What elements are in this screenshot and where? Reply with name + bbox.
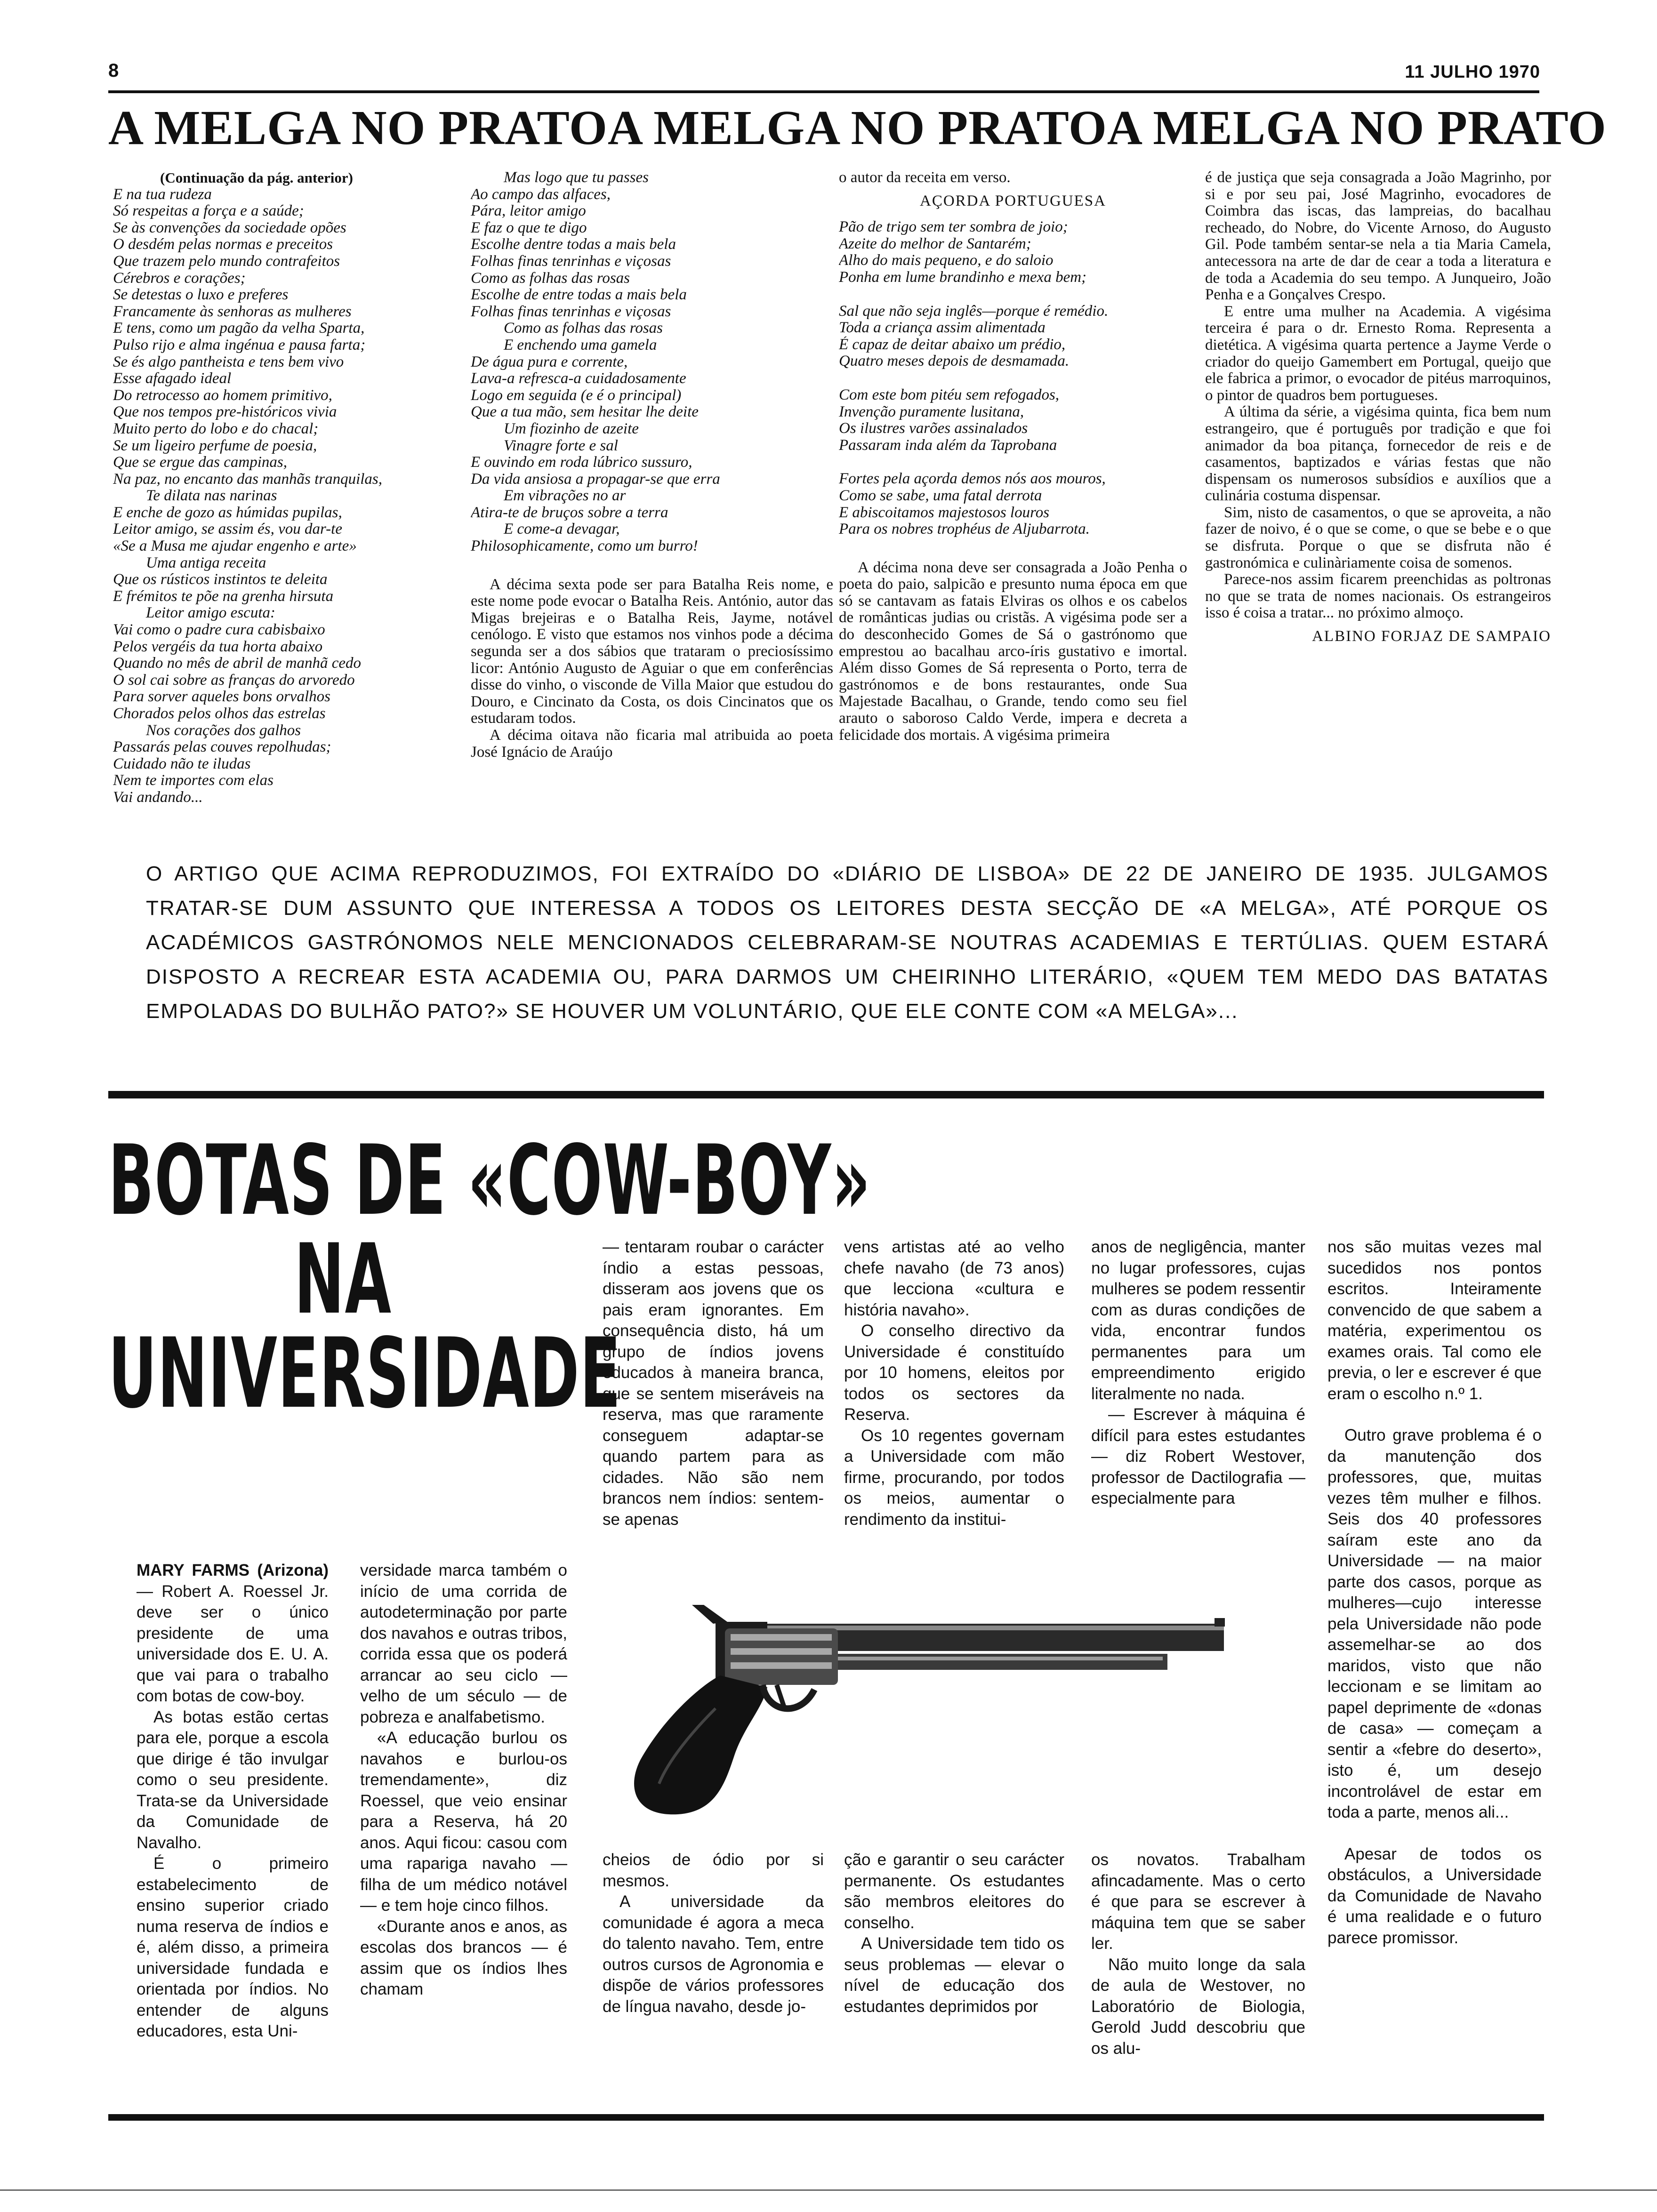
- poem-line: Os ilustres varões assinalados: [839, 420, 1028, 437]
- article-paragraph: — Robert A. Roessel Jr. deve ser o único presidente de uma universidade dos E. U. A. que vai para o trabalho com botas de cow-boy.: [137, 1582, 329, 1705]
- poem-line: Francamente às senhoras as mulheres: [113, 303, 352, 320]
- article-paragraph: É o primeiro estabelecimento de ensino superior criado numa reserva de índios e é, além disso, a primeira universidade fundada e orientada por índios. No entender de alguns educadores, esta Uni-: [137, 1854, 329, 2040]
- section-banner: [108, 100, 1607, 156]
- recipe-stanza: [839, 471, 1187, 537]
- article-paragraph: Apesar de todos os obstáculos, a Universidade da Comunidade de Navaho é uma realidade e o futuro parece promissor.: [1327, 1844, 1542, 1947]
- recipe-stanza: [839, 303, 1187, 370]
- article-paragraph: «Durante anos e anos, as escolas dos brancos — é assim que os índios lhes chamam: [360, 1917, 567, 1998]
- article-bottom-rule: [108, 2114, 1544, 2121]
- banner-text: A MELGA NO PRATO: [607, 101, 1107, 155]
- recipe-stanza: [839, 219, 1187, 286]
- poem-line: Sal que não seja inglês—porque é remédio.: [839, 303, 1109, 320]
- article-headline-line2: NA: [294, 1224, 392, 1336]
- article-paragraph: «A educação burlou os navahos e burlou-os tremendamente», diz Roessel, que veio ensinar para a Reserva, há 20 anos. Aqui ficou: casou com uma rapariga navaho — filha de um médico notável — e tem hoje cinco filhos.: [360, 1729, 567, 1915]
- poem-line: Como se sabe, uma fatal derrota: [839, 487, 1042, 504]
- poem-line: O sol cai sobre as franças do arvoredo: [113, 672, 355, 689]
- article-paragraph: nos são muitas vezes mal sucedidos nos pontos escritos. Inteiramente convencido de que sabem a matéria, experimentou os exames orais. Tal como ele previa, o ler e escrever é que eram o escolho n.º 1.: [1327, 1238, 1542, 1403]
- poem-line: E enchendo uma gamela: [504, 337, 657, 353]
- poem-line: Nos corações dos galhos: [146, 722, 301, 739]
- poem-line: Se às convenções da sociedade opões: [113, 219, 346, 236]
- recipe-intro: o autor da receita em verso.: [839, 169, 1011, 186]
- article-column-5-bottom: [1091, 1850, 1305, 2059]
- article-top-rule: [108, 1091, 1544, 1098]
- poem-line: Com este bom pitéu sem refogados,: [839, 386, 1060, 403]
- poem-line: Leitor amigo, se assim és, vou dar-te: [113, 521, 342, 538]
- article-column-2: [360, 1560, 567, 2000]
- poem-line: E na tua rudeza: [113, 186, 212, 203]
- poem-line: Em vibrações no ar: [504, 488, 626, 505]
- article-paragraph: — tentaram roubar o carácter índio a estas pessoas, disseram aos jovens que os pais eram ignorantes. Em consequência disto, há um grupo de índios jovens educados à maneira branca, que se sentem miseráveis na reserva, mas que raramente conseguem adaptar-se quando partem para as cidades. Não são nem brancos nem índios: sentem-se apenas: [603, 1238, 824, 1529]
- article-headline-line3: UNIVERSIDADE: [108, 1318, 621, 1430]
- poem-line: Folhas finas tenrinhas e viçosas: [471, 253, 671, 270]
- poem-line: Que a tua mão, sem hesitar lhe deite: [471, 404, 699, 421]
- poem-line: Um fiozinho de azeite: [504, 420, 639, 437]
- prose-paragraph: A décima sexta pode ser para Batalha Reis nome, e este nome pode evocar o Batalha Reis. António, autor das Migas brejeiras e o Batalha Reis, Jayme, notável cenólogo. E visto que estamos nos vinhos pode a décima segunda ser a dos sábios que trataram o preciosíssimo licor: António Augusto de Aguiar o que em conferências disse do vinho, o visconde de Villa Maior que estudou do Douro, e Cincinato da Costa, os dois Cincinatos que os estudaram todos.: [471, 576, 833, 727]
- prose-paragraph: é de justiça que seja consagrada a João Magrinho, por si e por seu pai, José Magrinho, evocadores de Coimbra das iscas, das lampreias, do bacalhau recheado, do Nobre, do Vicente Arnoso, do Augusto Gil. Pode também sentar-se nela a tia Maria Camela, antecessora na arte de dar de cear a toda a literatura e de toda a Academia do seu tempo. A Junqueiro, João Penha e a Gonçalves Crespo.: [1205, 169, 1551, 304]
- poem-line: Nem te importes com elas: [113, 772, 273, 789]
- poem-line: Que se ergue das campinas,: [113, 454, 287, 471]
- poem-line: Que os rústicos instintos te deleita: [113, 571, 328, 588]
- poem-line: Se detestas o luxo e preferes: [113, 287, 289, 304]
- prose-paragraph: A última da série, a vigésima quinta, fica bem num estrangeiro, que é português por tradição e que foi animador da boa pitança, fornecedor de reis e de casamentos, baptizados e várias festas que não dispensam os numerosos subsídios e auxílios que a culinária costuma dispensar.: [1205, 403, 1551, 505]
- poem-line: Para sorver aqueles bons orvalhos: [113, 689, 330, 705]
- poem-line: Pulso rijo e alma ingénua e pausa farta;: [113, 337, 366, 353]
- article-paragraph: cheios de ódio por si mesmos.: [603, 1851, 824, 1890]
- article-paragraph: O conselho directivo da Universidade é constituído por 10 homens, eleitos por todos os sectores da Reserva.: [844, 1322, 1064, 1424]
- article-dateline: MARY FARMS (Arizona): [137, 1561, 329, 1579]
- poem-line: E tens, como um pagão da velha Sparta,: [113, 320, 365, 337]
- poem-line: E abiscoitamos majestosos louros: [839, 504, 1050, 521]
- poem-line: Chorados pelos olhos das estrelas: [113, 705, 326, 722]
- poem-line: E enche de gozo as húmidas pupilas,: [113, 504, 342, 521]
- poem-line: Pára, leitor amigo: [471, 203, 586, 220]
- poem-column-1: [113, 169, 400, 806]
- poem-line: Para os nobres trophéus de Aljubarrota.: [839, 521, 1090, 538]
- poem-line: Se um ligeiro perfume de poesia,: [113, 437, 317, 454]
- poem-line: Ao campo das alfaces,: [471, 186, 611, 203]
- author-signature: ALBINO FORJAZ DE SAMPAIO: [1312, 628, 1551, 645]
- banner-text: A MELGA NO PRATO: [1107, 101, 1607, 155]
- page-number: 8: [108, 60, 119, 81]
- poem-line: Te dilata nas narinas: [146, 488, 277, 505]
- article-column-3-bottom: [603, 1850, 824, 2017]
- poem-line: Ponha em lume brandinho e mexa bem;: [839, 269, 1087, 286]
- article-column-4-top: [844, 1237, 1064, 1530]
- poem-line: E faz o que te digo: [471, 219, 587, 236]
- poem-line: Passarás pelas couves repolhudas;: [113, 739, 331, 756]
- recipe-column: [839, 169, 1187, 744]
- poem-line: Lava-a refresca-a cuidadosamente: [471, 370, 686, 387]
- prose-paragraph: Parece-nos assim ficarem preenchidas as poltronas no que se trata de nomes nacionais. Os estrangeiros isso é coisa a tratar... no próximo almoço.: [1205, 571, 1551, 622]
- prose-paragraph: A décima oitava não ficaria mal atribuida ao poeta José Ignácio de Araújo: [471, 727, 833, 761]
- prose-paragraph: A décima nona deve ser consagrada a João Penha o poeta do paio, salpicão e presunto numa época em que só se cantavam as fatais Elviras os olhos e os cabelos de românticas judias ou cristãs. A vigésima pode ser a do desconhecido Gomes de Sá o gastrónomo que emprestou ao bacalhau arco-íris gustativo e imortal. Além disso Gomes de Sá representa o Porto, terra de gastrónomos e de bons restaurantes, onde Sua Majestade Bacalhau, o Grande, tendo como seu fiel arauto o saboroso Caldo Verde, impera e decreta a felicidade dos mortais. A vigésima primeira: [839, 559, 1187, 744]
- poem-line: Azeite do melhor de Santarém;: [839, 235, 1031, 252]
- poem-line: De água pura e corrente,: [471, 353, 628, 370]
- poem-line: Do retrocesso ao homem primitivo,: [113, 387, 332, 404]
- poem-line: Como as folhas das rosas: [471, 270, 630, 287]
- revolver-icon: [634, 1605, 1225, 1814]
- article-column-4-bottom: [844, 1850, 1064, 2017]
- poem-line: Folhas finas tenrinhas e viçosas: [471, 303, 671, 320]
- poem-line: E come-a devagar,: [504, 521, 620, 538]
- article-column-6: [1327, 1237, 1542, 1948]
- poem-line: Se és algo pantheista e tens bem vivo: [113, 353, 344, 370]
- poem-line: Invenção puramente lusitana,: [839, 403, 1024, 420]
- poem-line: Alho do mais pequeno, e do saloio: [839, 252, 1054, 269]
- poem-line: Pelos vergéis da tua horta abaixo: [113, 638, 323, 655]
- poem-line: Quatro meses depois de desmamada.: [839, 353, 1070, 370]
- recipe-stanza: [839, 387, 1187, 454]
- poem-line: Fortes pela açorda demos nós aos mouros,: [839, 471, 1106, 488]
- poem-line: Pão de trigo sem ter sombra de joio;: [839, 219, 1068, 236]
- poem-line: Mas logo que tu passes: [504, 169, 649, 186]
- editor-note: O ARTIGO QUE ACIMA REPRODUZIMOS, FOI EXTRAÍDO DO «DIÁRIO DE LISBOA» DE 22 DE JANEIRO DE 1935. JULGAMOS TRATAR-SE DUM ASSUNTO QUE INTERESSA A TODOS OS LEITORES DESTA SECÇÃO DE «A MELGA», ATÉ PORQUE OS ACADÉMICOS GASTRÓNOMOS NELE MENCIONADOS CELEBRARAM-SE NOUTRAS ACADEMIAS E TERTÚLIAS. QUEM ESTARÁ DISPOSTO A RECREAR ESTA ACADEMIA OU, PARA DARMOS UM CHEIRINHO LITERÁRIO, «QUEM TEM MEDO DAS BATATAS EMPOLADAS DO BULHÃO PATO?» SE HOUVER UM VOLUNTÁRIO, QUE ELE CONTE COM «A MELGA»...: [146, 862, 1549, 1023]
- article-paragraph: os novatos. Trabalham afincadamente. Mas o certo é que para se escrever à máquina tem que se saber ler.: [1091, 1851, 1305, 1953]
- article-paragraph: anos de negligência, manter no lugar professores, cujas mulheres se podem ressentir com as duras condições de vida, encontrar fundos permanentes para um empreendimento erigido literalmente no nada.: [1091, 1238, 1305, 1403]
- poem-line: E ouvindo em roda lúbrico sussuro,: [471, 454, 692, 471]
- poem-line: «Se a Musa me ajudar engenho e arte»: [113, 538, 357, 555]
- poem-line: Logo em seguida (e é o principal): [471, 387, 682, 404]
- issue-date: 11 JULHO 1970: [1405, 62, 1540, 82]
- poem-line: Da vida ansiosa a propagar-se que erra: [471, 471, 720, 488]
- poem-line: Cuidado não te iludas: [113, 755, 251, 772]
- poem-line: Leitor amigo escuta:: [146, 605, 275, 622]
- prose-paragraph: E entre uma mulher na Academia. A vigésima terceira é para o dr. Ernesto Roma. Representa a dietética. A vigésima quarta pertence a Jayme Verde o criador do queijo Gamembert em Portugal, queijo que ele fabrica a primor, o evocador de pitéus marroquinos, o pintor de quadros bem portugueses.: [1205, 303, 1551, 404]
- poem-line: Escolhe dentre todas a mais bela: [471, 236, 676, 253]
- header-rule: [108, 90, 1539, 93]
- article-paragraph: versidade marca também o início de uma corrida de autodeterminação por parte dos navahos e outras tribos, corrida essa que os poderá arrancar ao seu ciclo — velho de um século — de pobreza e analfabetismo.: [360, 1561, 567, 1726]
- article-column-1: [137, 1560, 329, 2042]
- poem-line: Philosophicamente, como um burro!: [471, 538, 698, 555]
- prose-paragraph: Sim, nisto de casamentos, o que se aproveita, a não fazer de noivo, é o que se come, o que se bebe e o que se disfruta. Porque o que se disfruta não é gastronómica e culinàriamente coisa de somenos.: [1205, 504, 1551, 571]
- article-paragraph: A universidade da comunidade é agora a meca do talento navaho. Tem, entre outros cursos de Agronomia e dispõe de vários professores de língua navaho, desde jo-: [603, 1892, 824, 2016]
- prose-column: [1205, 169, 1551, 645]
- article-column-3-top: [603, 1237, 824, 1530]
- poem-line: Como as folhas das rosas: [504, 320, 663, 337]
- article-paragraph: Os 10 regentes governam a Universidade com mão firme, procurando, por todos os meios, aumentar o rendimento da institui-: [844, 1426, 1064, 1529]
- poem-column-2: [471, 169, 833, 761]
- poem-line: Muito perto do lobo e do chacal;: [113, 420, 319, 437]
- poem-line: Esse afagado ideal: [113, 370, 232, 387]
- poem-line: Toda a criança assim alimentada: [839, 320, 1046, 337]
- article-paragraph: Outro grave problema é o da manutenção dos professores, que, muitas vezes têm mulher e filhos. Seis dos 40 professores saíram este ano da Universidade — na maior parte dos casos, porque as mulheres—cujo interesse pela Universidade não pode assemelhar-se ao dos maridos, visto que não leccionam e se limitam ao papel deprimente de «donas de casa» — começam a sentir a «febre do deserto», isto é, um desejo incontrolável de estar em toda a parte, menos ali...: [1327, 1426, 1542, 1821]
- article-headline-line1: BOTAS DE «COW-BOY»: [108, 1125, 871, 1237]
- poem-line: E frémitos te põe na grenha hirsuta: [113, 588, 334, 605]
- poem-line: Que nos tempos pre-históricos vivia: [113, 404, 337, 421]
- article-paragraph: — Escrever à máquina é difícil para estes estudantes — diz Robert Westover, professor de Dactilografia — especialmente para: [1091, 1405, 1305, 1507]
- article-column-5-top: [1091, 1237, 1305, 1509]
- poem-line: Na paz, no encanto das manhãs tranquilas,: [113, 471, 383, 488]
- continuation-note: (Continuação da pág. anterior): [160, 169, 353, 186]
- poem-line: Vai como o padre cura cabisbaixo: [113, 622, 325, 639]
- poem-line: Que trazem pelo mundo contrafeitos: [113, 253, 340, 270]
- poem-line: Uma antiga receita: [146, 554, 266, 571]
- poem-line: Atira-te de bruços sobre a terra: [471, 504, 668, 521]
- banner-text: A MELGA NO PRATO: [108, 101, 608, 155]
- revolver-illustration: [607, 1605, 1304, 1821]
- poem-line: Cérebros e corações;: [113, 270, 246, 287]
- article-paragraph: Não muito longe da sala de aula de Westover, no Laboratório de Biologia, Gerold Judd descobriu que os alu-: [1091, 1955, 1305, 2058]
- poem-line: Quando no mês de abril de manhã cedo: [113, 655, 362, 672]
- poem-line: O desdém pelas normas e preceitos: [113, 236, 333, 253]
- poem-line: Passaram inda além da Taprobana: [839, 437, 1057, 454]
- article-paragraph: A Universidade tem tido os seus problemas — elevar o nível de educação dos estudantes deprimidos por: [844, 1934, 1064, 2016]
- article-paragraph: As botas estão certas para ele, porque a escola que dirige é tão invulgar como o seu presidente. Trata-se da Universidade da Comunidade de Navalho.: [137, 1707, 329, 1852]
- poem-line: Escolhe de entre todas a mais bela: [471, 287, 687, 304]
- poem-line: Vinagre forte e sal: [504, 437, 618, 454]
- poem-line: Vai andando...: [113, 789, 203, 806]
- poem-line: Só respeitas a força e a saúde;: [113, 203, 304, 220]
- poem-line: É capaz de deitar abaixo um prédio,: [839, 336, 1066, 353]
- article-paragraph: ção e garantir o seu carácter permanente. Os estudantes são membros eleitores do conselho.: [844, 1851, 1064, 1932]
- page-footer-rule: [0, 2189, 1657, 2191]
- recipe-title: AÇORDA PORTUGUESA: [920, 192, 1106, 209]
- article-paragraph: vens artistas até ao velho chefe navaho (de 73 anos) que lecciona «cultura e história navaho».: [844, 1238, 1064, 1319]
